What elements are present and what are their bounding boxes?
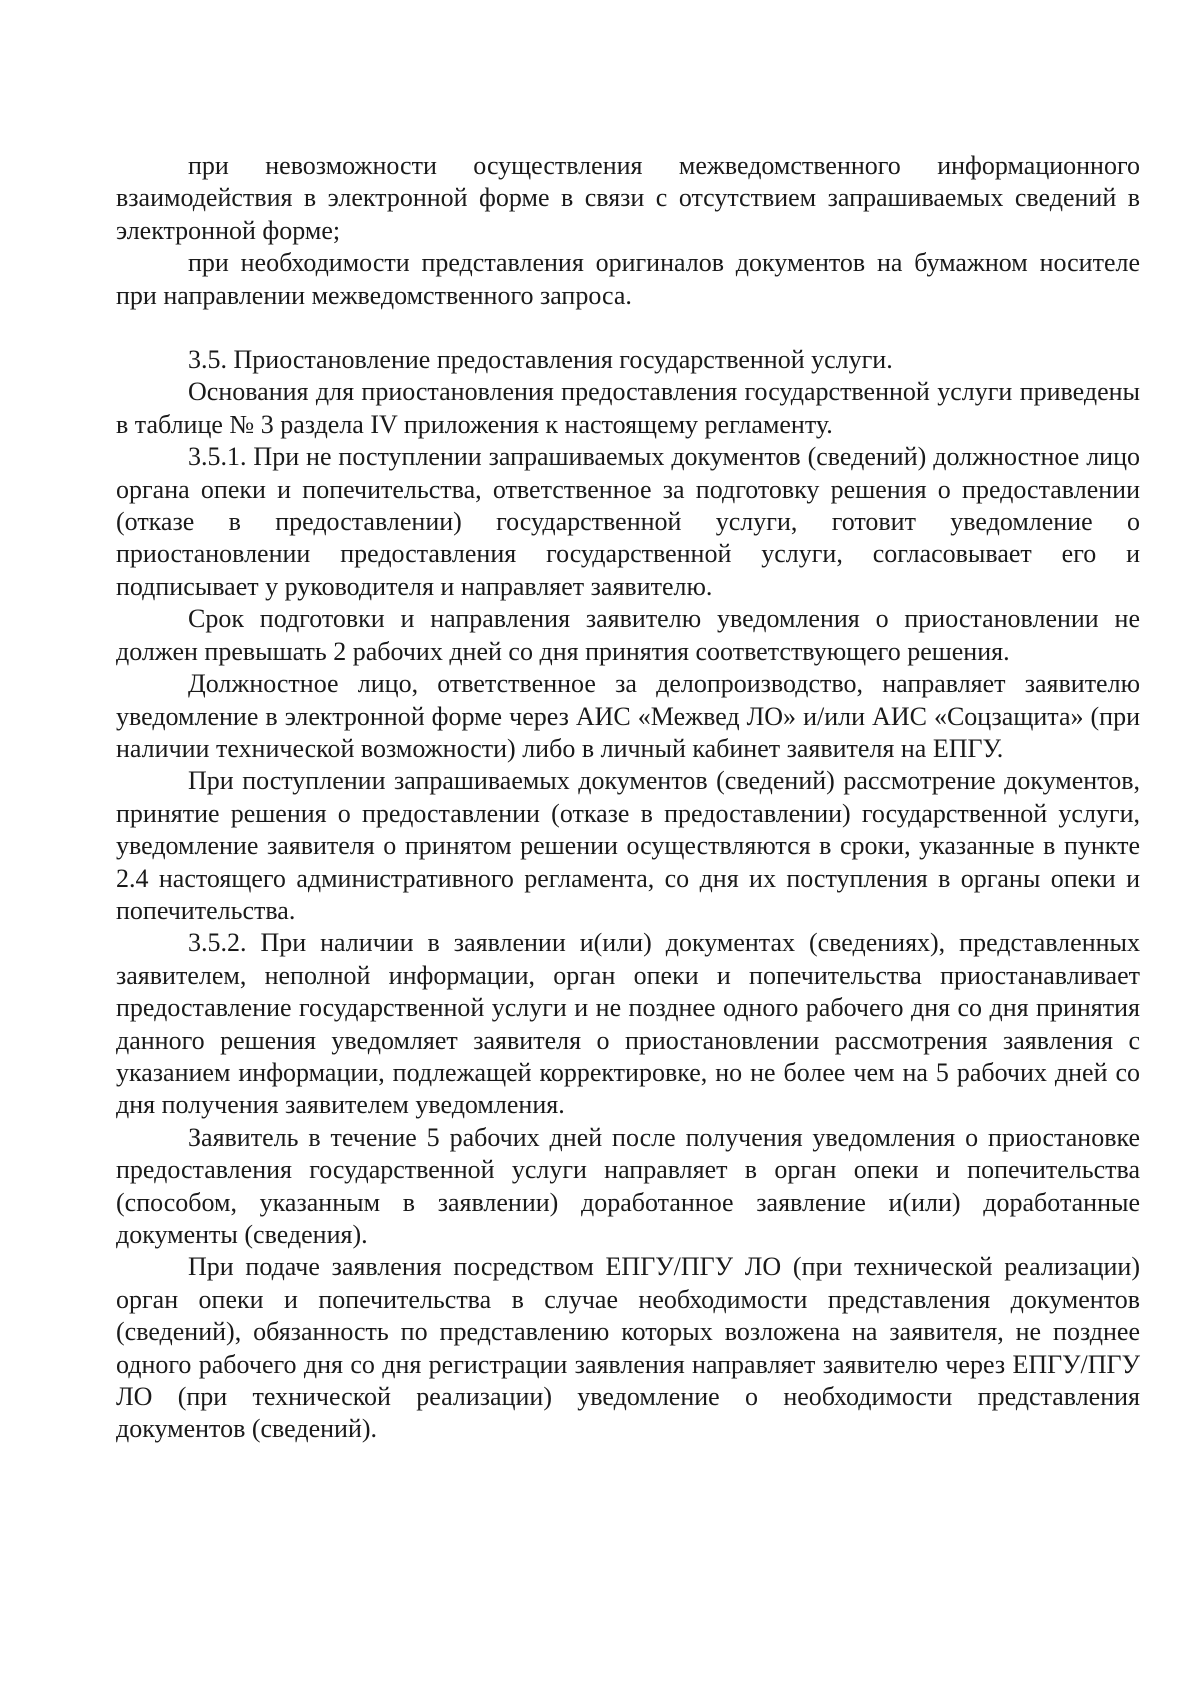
paragraph-records-officer: Должностное лицо, ответственное за делопроизводство, направляет заявителю уведомление в электронной форме через АИС «Межвед ЛО» и/или АИС «Соцзащита» (при наличии технической возможности) либо в личный кабинет заявителя на ЕПГУ. xyxy=(116,669,1140,763)
paragraph-3-5-1: 3.5.1. При не поступлении запрашиваемых документов (сведений) должностное лицо органа опеки и попечительства, ответственное за подготовку решения о предоставлении (отказе в предоставлении) государственной услуги, готовит уведомление о приостановлении предоставления государственной услуги, согласовывает его и подписывает у руководителя и направляет заявителю. xyxy=(116,442,1140,601)
paragraph-3-5-2: 3.5.2. При наличии в заявлении и(или) документах (сведениях), представленных заявителем, неполной информации, орган опеки и попечительства приостанавливает предоставление государственной услуги и не позднее одного рабочего дня со дня принятия данного решения уведомляет заявителя о приостановлении рассмотрения заявления с указанием информации, подлежащей корректировке, но не более чем на 5 рабочих дней со дня получения заявителем уведомления. xyxy=(116,928,1140,1120)
paragraph-applicant-revision: Заявитель в течение 5 рабочих дней после получения уведомления о приостановке предоставления государственной услуги направляет в орган опеки и попечительства (способом, указанным в заявлении) доработанное заявление и(или) доработанные документы (сведения). xyxy=(116,1122,1140,1249)
paragraph-interagency-originals: при необходимости представления оригиналов документов на бумажном носителе при направлении межведомственного запроса. xyxy=(116,248,1140,310)
paragraph-interagency-electronic: при невозможности осуществления межведомственного информационного взаимодействия в электронной форме в связи с отсутствием запрашиваемых сведений в электронной форме; xyxy=(116,151,1140,245)
document-body xyxy=(116,150,1140,1446)
paragraph-epgu-submission: При подаче заявления посредством ЕПГУ/ПГУ ЛО (при технической реализации) орган опеки и попечительства в случае необходимости представления документов (сведений), обязанность по представлению которых возложена на заявителя, не позднее одного рабочего дня со дня регистрации заявления направляет заявителю через ЕПГУ/ПГУ ЛО (при технической реализации) уведомление о необходимости представления документов (сведений). xyxy=(116,1252,1140,1444)
section-heading-3-5: 3.5. Приостановление предоставления государственной услуги. xyxy=(188,345,893,375)
paragraph-documents-received: При поступлении запрашиваемых документов (сведений) рассмотрение документов, принятие решения о предоставлении (отказе в предоставлении) государственной услуги, уведомление заявителя о принятом решении осуществляются в сроки, указанные в пункте 2.4 настоящего административного регламента, со дня их поступления в органы опеки и попечительства. xyxy=(116,766,1140,925)
paragraph-notification-term: Срок подготовки и направления заявителю уведомления о приостановлении не должен превышать 2 рабочих дней со дня принятия соответствующего решения. xyxy=(116,604,1140,666)
paragraph-suspension-grounds: Основания для приостановления предоставления государственной услуги приведены в таблице № 3 раздела IV приложения к настоящему регламенту. xyxy=(116,377,1140,439)
